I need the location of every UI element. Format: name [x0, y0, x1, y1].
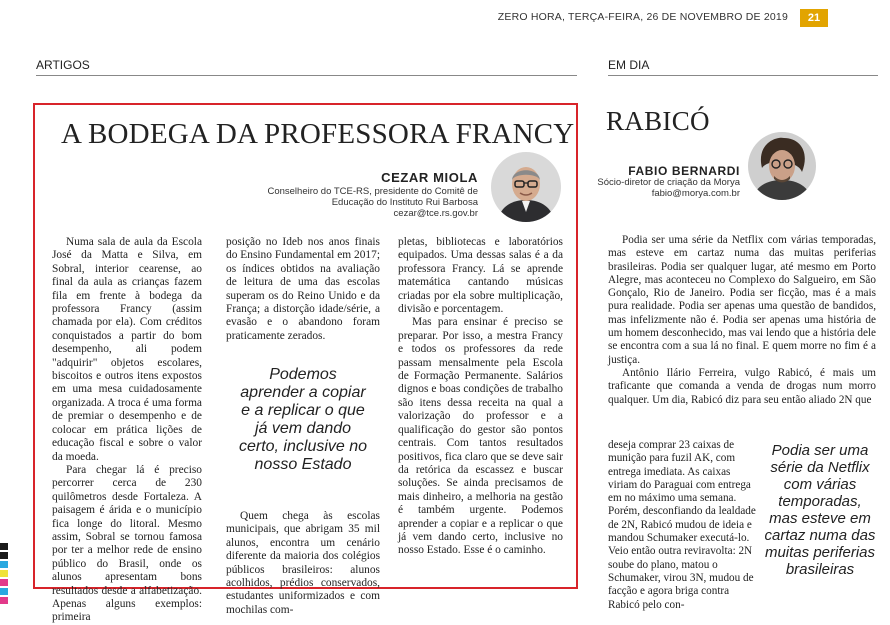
section-rule-left [36, 75, 577, 76]
column-author-bio [586, 177, 740, 199]
registration-swatch-magenta [0, 579, 8, 586]
page-number-badge: 21 [800, 9, 828, 27]
paragraph: Numa sala de aula da Escola José da Matta e Silva, em Sobral, interior cearense, ao final da aula as crianças fazem fila em frente à bodega da professora Francy (assim chamada por ela). Com créditos conquistados a partir do bom desempenho, ali podem "adquirir" objetos escolares, biscoitos e outros itens expostos em uma mesa cuidadosamente organizada. A troca é uma forma de premiar o desempenho e de colocar em prática lições de educação fiscal e sobre o valor da moeda. [52, 236, 202, 463]
paragraph: deseja comprar 23 caixas de munição para fuzil AK, com entrega imediata. As caixas viriam do Paraguai com entrega em no máximo uma semana. Porém, desconfiando da lealdade de 2N, Rabicó mudou de ideia e mandou Schumaker executá-lo. Veio então outra reviravolta: 2N soube do plano, matou o Schumaker, virou 3N, mudou de facção e agora briga contra Rabicó pelo con- [608, 439, 756, 611]
section-label-em-dia: EM DIA [608, 58, 650, 72]
author-portrait [491, 152, 561, 222]
paragraph: Para chegar lá é preciso percorrer cerca de 230 quilômetros desde Fortaleza. A paisagem é árida e o município fica longe do litoral. Mesmo assim, Sobral se tornou famosa por ter a melhor rede de ensino público do Brasil, onde os alunos apresentam bons resultados desde a alfabetização. Apenas alguns exemplos: primeira [52, 463, 202, 624]
paragraph: Mas para ensinar é preciso se preparar. Por isso, a mestra Francy e todos os professores da rede passam mensalmente pela Escola de Formação Permanente. Salários dignos e boas condições de trabalho são itens dessa receita na qual a valorização do professor e a qualificação do gestor são pontos centrais. Com tantos resultados positivos, fica claro que se deve sair da retórica da escassez e buscar soluções. Se ainda precisamos de mais dinheiro, a melhoria na gestão é também urgente. Podemos aprender a copiar e a replicar o que já vem dando certo, inclusive no nosso Estado. Esse é o caminho. [398, 316, 563, 557]
bio-line: Conselheiro do TCE-RS, presidente do Comitê de [267, 186, 478, 197]
article-column-3 [398, 236, 563, 558]
paragraph: Quem chega às escolas municipais, que abrigam 35 mil alunos, encontra um cenário diferente da maioria dos colégios públicos brasileiros: alunos acolhidos, prédios conservados, estudantes uniformizados e com mochilas com- [226, 510, 380, 616]
registration-swatch-black [0, 552, 8, 559]
paragraph: pletas, bibliotecas e laboratórios equipados. Uma dessas salas é a da professora Francy. Lá se aprende matemática cantando músicas criadas por ela sobre multiplicação, divisão e porcentagem. [398, 236, 563, 316]
article-pull-quote: Podemos aprender a copiar e a replicar o que já vem dando certo, inclusive no nosso Estado [238, 366, 368, 473]
paragraph: Antônio Ilário Ferreira, vulgo Rabicó, é mais um traficante que comanda a venda de drogas num morro qualquer. Um dia, Rabicó diz para seu então aliado 2N que [608, 366, 876, 406]
article-headline: A BODEGA DA PROFESSORA FRANCY [61, 118, 575, 150]
masthead: ZERO HORA, TERÇA-FEIRA, 26 DE NOVEMBRO DE 2019 [497, 11, 788, 23]
bio-line: cezar@tce.rs.gov.br [393, 208, 478, 219]
bio-line: Sócio-diretor de criação da Morya [597, 177, 740, 188]
article-column-1 [52, 236, 202, 625]
bio-line: fabio@morya.com.br [651, 188, 740, 199]
column-author: FABIO BERNARDI [628, 164, 740, 178]
column-pull-quote: Podia ser uma série da Netflix com várias temporadas, mas esteve em cartaz numa das muitas periferias brasileiras [764, 442, 876, 578]
article-author: CEZAR MIOLA [381, 170, 478, 185]
article-author-bio [230, 186, 478, 219]
section-rule-right [608, 75, 878, 76]
registration-swatch-yellow [0, 570, 8, 577]
columnist-portrait [748, 132, 816, 200]
column-text-bottom [608, 439, 758, 612]
paragraph: posição no Ideb nos anos finais do Ensino Fundamental em 2017; os índices obtidos na avaliação de leitura de uma das escolas superam os do Reino Unido e da França; a distorção idade/série, a evasão e o abandono foram praticamente zerados. [226, 236, 380, 342]
section-label-artigos: ARTIGOS [36, 58, 90, 72]
column-title: RABICÓ [606, 106, 710, 136]
registration-swatch-cyan [0, 561, 8, 568]
registration-swatch-cyan [0, 588, 8, 595]
column-text-top [608, 234, 876, 407]
article-column-2-bottom [226, 510, 380, 617]
registration-swatch-black [0, 543, 8, 550]
bio-line: Educação do Instituto Rui Barbosa [331, 197, 478, 208]
registration-swatch-magenta [0, 597, 8, 604]
paragraph: Podia ser uma série da Netflix com várias temporadas, mas esteve em cartaz numa das muitas periferias brasileiras. Podia ser qualquer lugar, até mesmo em Porto Alegre, mas aconteceu no Complexo do Salgueiro, em São Gonçalo, Rio de Janeiro. Podia ser ficção, mas é a mais pura realidade. Podia ser apenas uma questão de bandidos, mas infelizmente não é. Podia ser apenas uma história de um homem desconhecido, mas vai lendo que a história dele se encontra com a sua lá no final. E quem morre no fim é a justiça. [608, 234, 876, 366]
article-column-2-top [226, 236, 380, 343]
